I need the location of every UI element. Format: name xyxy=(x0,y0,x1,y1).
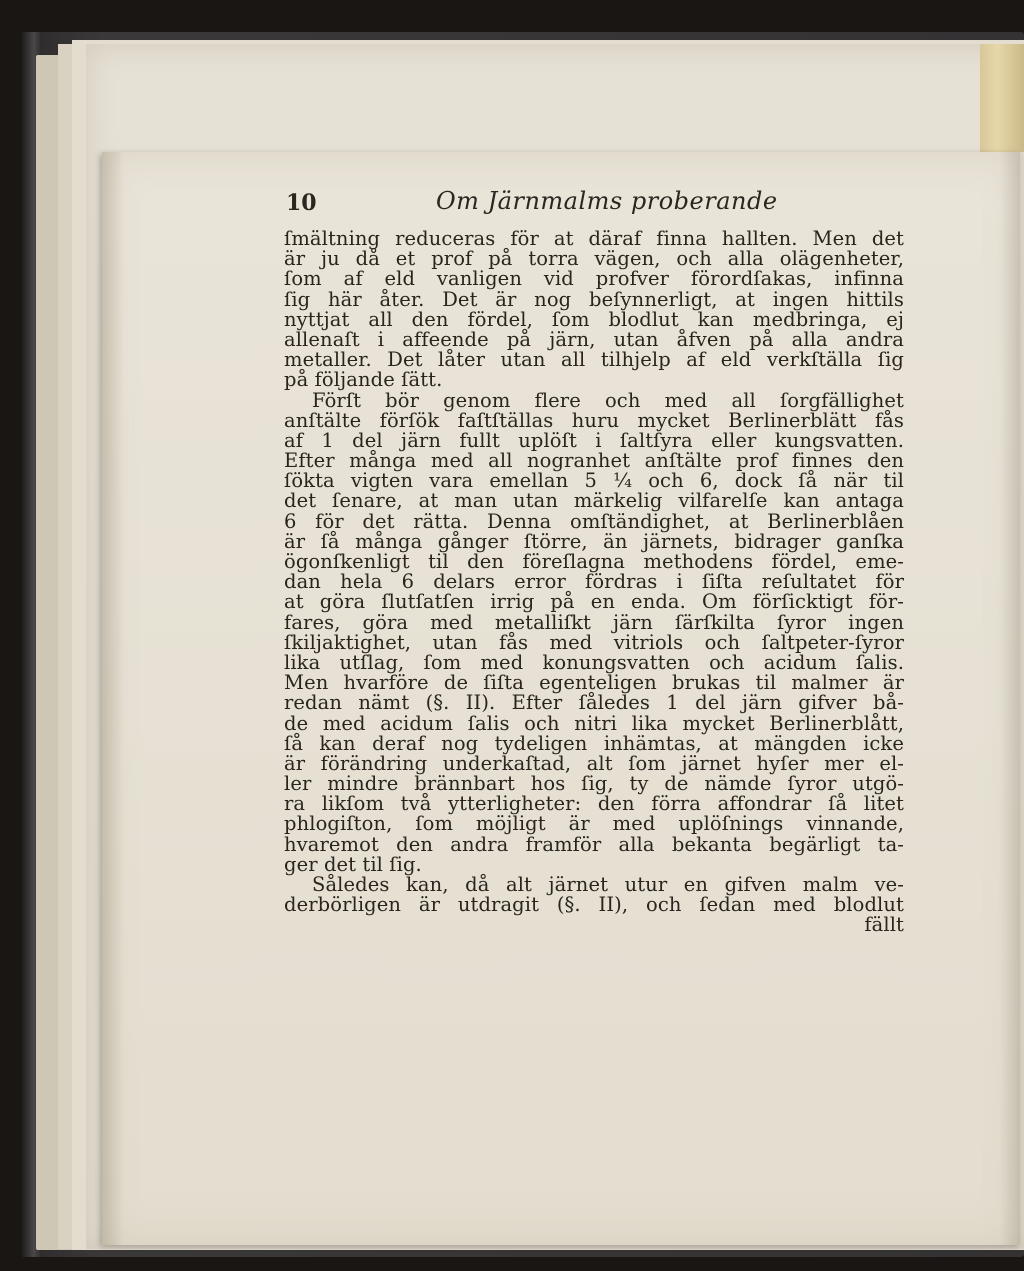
text-line: redan nämt (§. II). Efter ſåledes 1 del järn gifver bå- xyxy=(284,691,904,715)
text-line: Efter många med all nogranhet anſtälte prof finnes den xyxy=(284,449,904,473)
text-line: ſökta vigten vara emellan 5 ¼ och 6, dock ſå när til xyxy=(284,469,904,493)
text-line: ſå kan deraf nog tydeligen inhämtas, at mängden icke xyxy=(284,731,904,755)
text-line: hvaremot den andra framför alla bekanta begärligt ta- xyxy=(284,832,904,856)
paragraph-start-line: Förſt bör genom flere och med all ſorgfällighet xyxy=(312,388,904,412)
text-line: Men hvarföre de ſiſta egenteligen brukas til malmer är xyxy=(284,671,904,695)
text-line: är ju då et prof på torra vägen, och alla olägenheter, xyxy=(284,247,904,271)
text-line: fares, göra med metalliſkt järn ſärſkilta ſyror ingen xyxy=(284,610,904,634)
text-line: är förändring underkaſtad, alt ſom järnet hyſer mer el- xyxy=(284,751,904,775)
text-line: är ſå många gånger ſtörre, än järnets, bidrager ganſka xyxy=(284,529,904,553)
text-line: 6 för det rätta. Denna omſtändighet, at Berlinerblåen xyxy=(284,509,904,533)
page-number: 10 xyxy=(286,190,317,216)
text-line: ger det til ſig. xyxy=(284,852,422,876)
leaf-gutter-shadow xyxy=(102,152,124,1245)
running-head: Om Järnmalms proberande xyxy=(436,187,778,215)
text-line: phlogiſton, ſom möjligt är med uplöſnings vinnande, xyxy=(284,812,904,836)
text-line: på följande ſätt. xyxy=(284,368,443,392)
text-line: allenaſt i affeende på järn, utan åfven på alla andra xyxy=(284,327,904,351)
text-line: metaller. Det låter utan all tilhjelp af eld verkſtälla ſig xyxy=(284,348,904,372)
text-line: ler mindre brännbart hos ſig, ty de nämde ſyror utgö- xyxy=(284,772,904,796)
text-line: lika utſlag, ſom med konungsvatten och acidum ſalis. xyxy=(284,650,904,674)
leaf-edge-shadow xyxy=(1000,152,1020,1245)
text-line: af 1 del järn fullt uplöſt i ſaltſyra eller kungsvatten. xyxy=(284,428,904,452)
body-text xyxy=(284,229,904,936)
text-line: at göra ſlutſatſen irrig på en enda. Om förſicktigt för- xyxy=(284,590,904,614)
text-line: dan hela 6 delars error fördras i ſiſta reſultatet för xyxy=(284,570,904,594)
text-line: anſtälte förſök faſtſtällas huru mycket Berlinerblätt fås xyxy=(284,408,904,432)
text-line: de med acidum ſalis och nitri lika mycket Berlinerblått, xyxy=(284,711,904,735)
text-line: ſom af eld vanligen vid profver förordſakas, infinna xyxy=(284,267,904,291)
text-line: ögonſkenligt til den föreſlagna methodens fördel, eme- xyxy=(284,550,904,573)
text-line: derbörligen är utdragit (§. II), och ſedan med blodlut xyxy=(284,893,904,917)
text-line: ſkiljaktighet, utan fås med vitriols och ſaltpeter-ſyror xyxy=(284,630,904,654)
paragraph-start-line: Således kan, då alt järnet utur en gifven malm ve- xyxy=(312,873,904,896)
text-line: det ſenare, at man utan märkelig vilfarelſe kan antaga xyxy=(284,489,904,513)
text-line: ra likſom två ytterligheter: den förra affondrar ſå litet xyxy=(284,792,904,816)
paper-strip xyxy=(980,44,1024,152)
text-line: ſig här åter. Det är nog beſynnerligt, at ingen hittils xyxy=(284,287,904,311)
text-line: ſmältning reduceras för at däraf finna hallten. Men det xyxy=(284,227,904,250)
catchword: fällt xyxy=(864,913,904,937)
text-line: nyttjat all den fördel, ſom blodlut kan medbringa, ej xyxy=(284,307,904,331)
